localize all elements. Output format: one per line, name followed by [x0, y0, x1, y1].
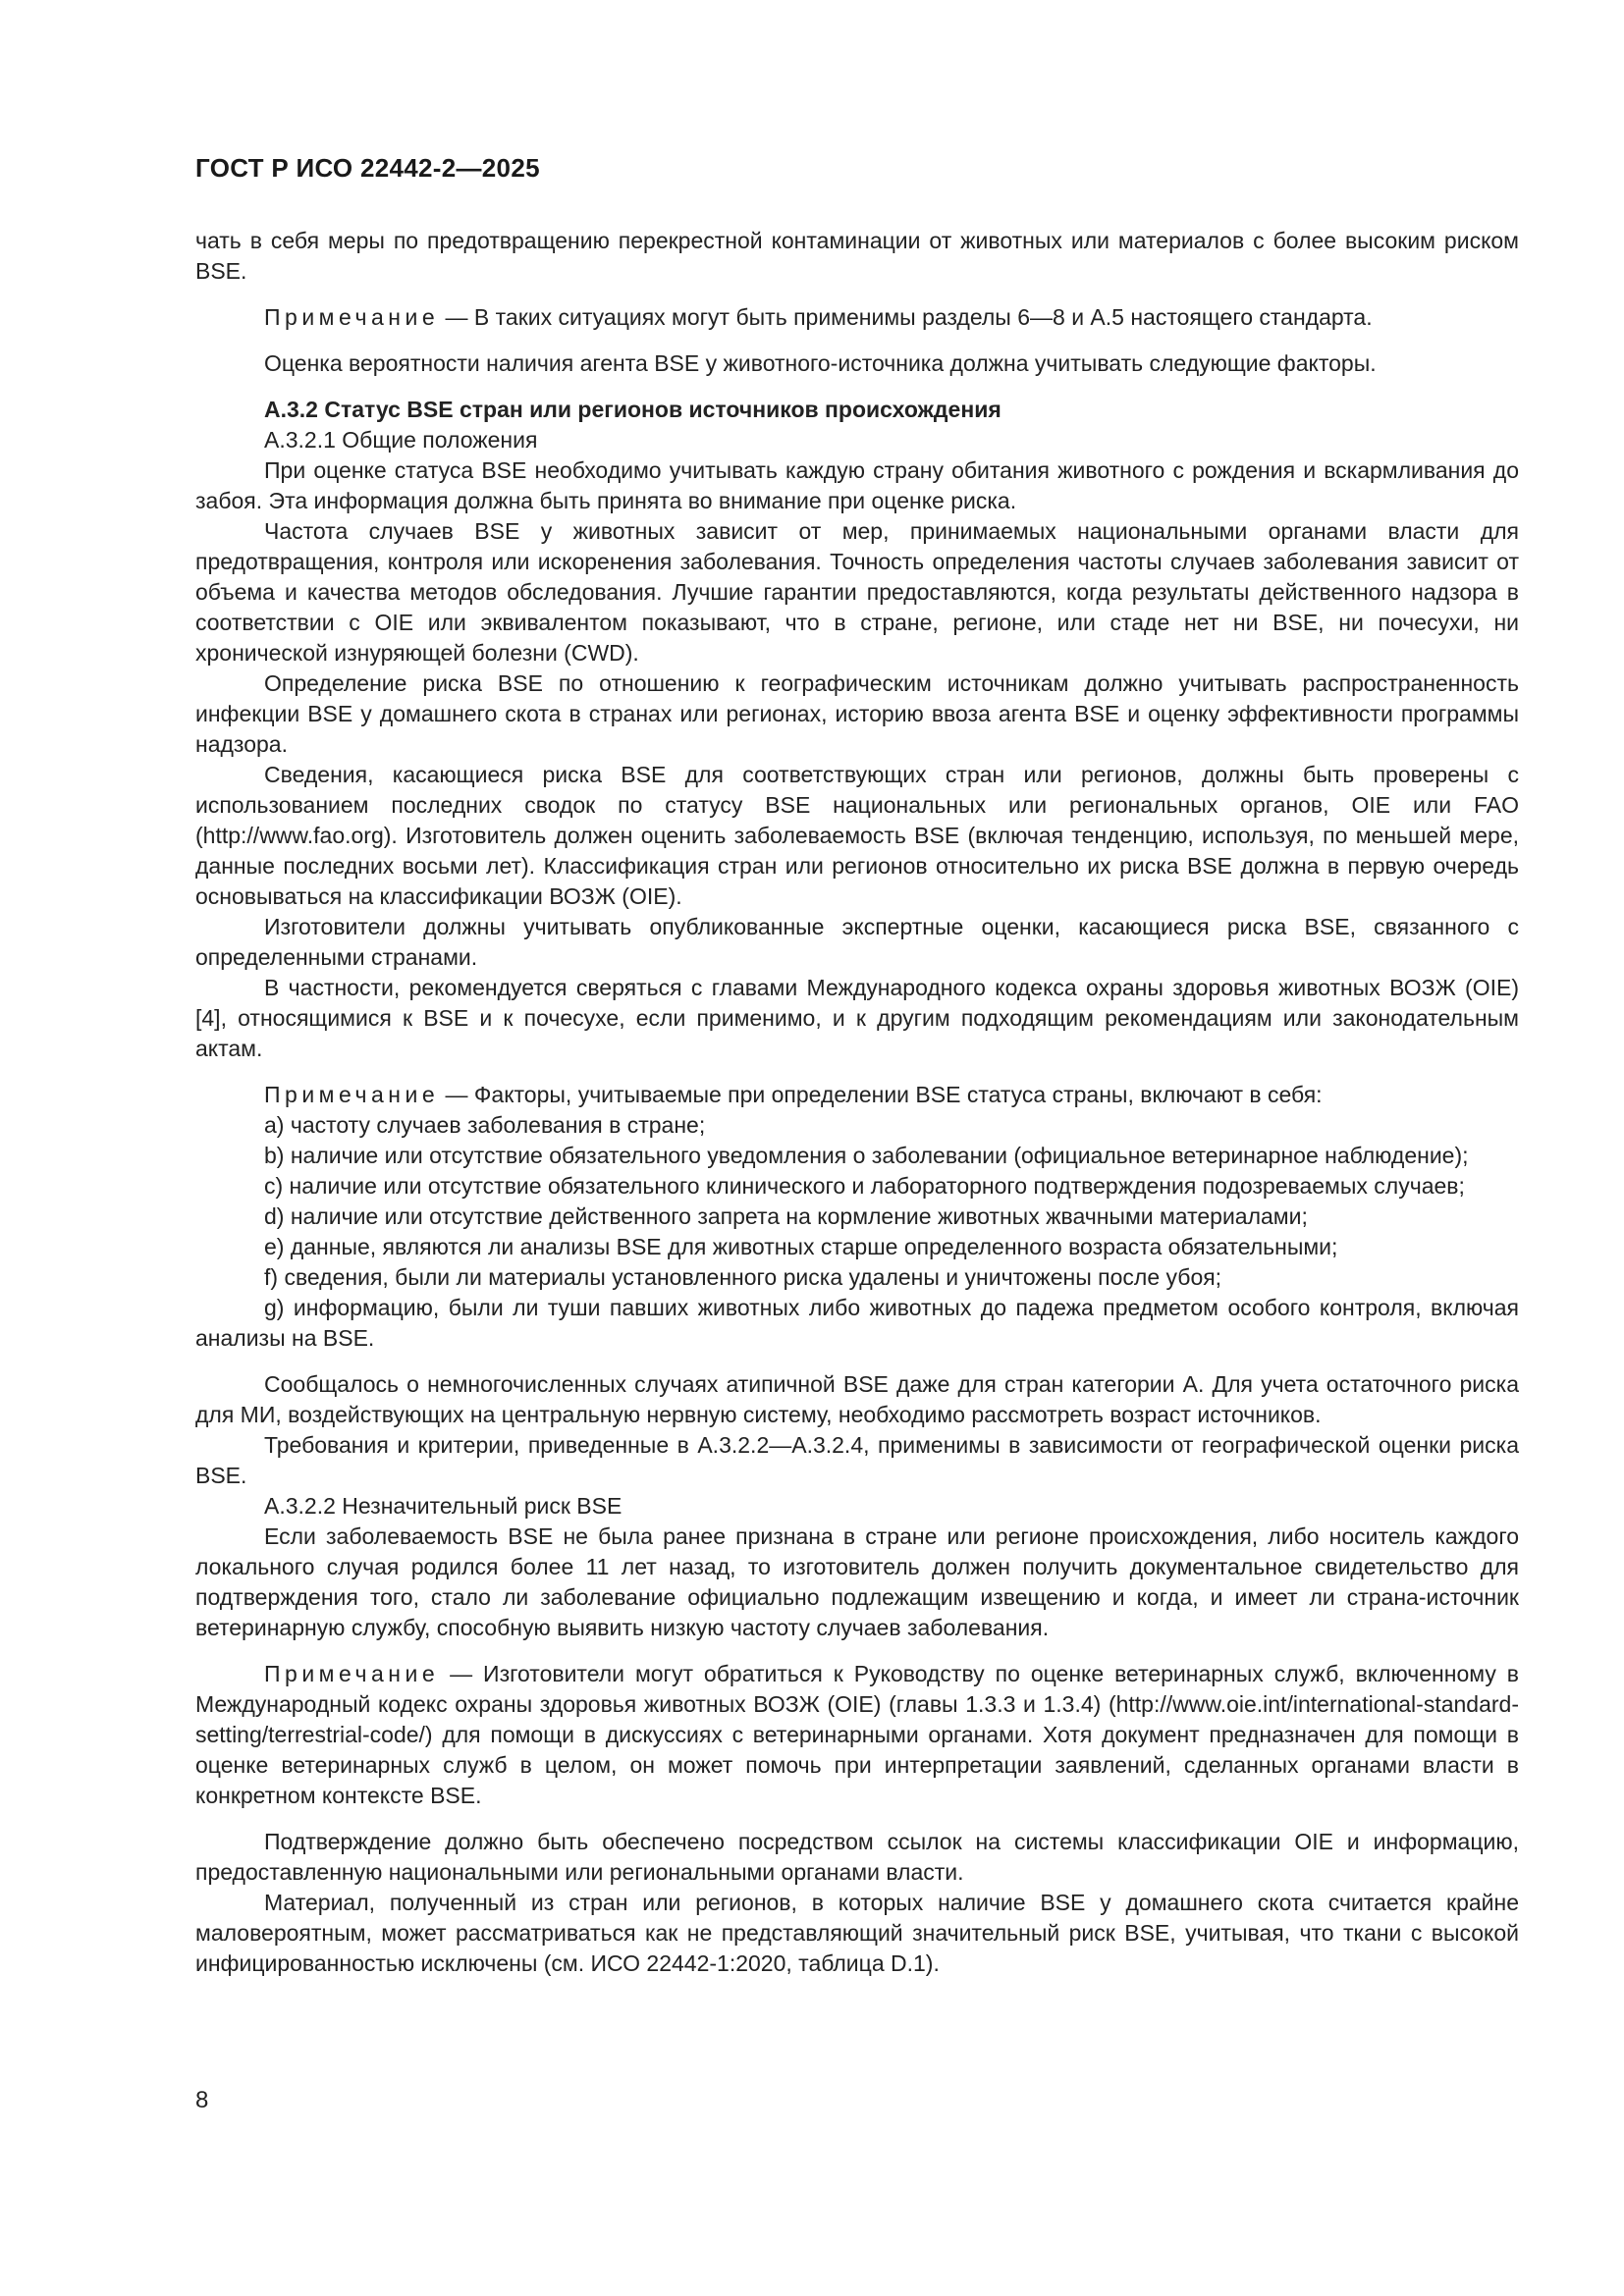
- subsection-a322-number: А.3.2.2: [264, 1493, 336, 1519]
- subsection-a322-title: Незначительный риск BSE: [342, 1493, 623, 1519]
- paragraph-a321-6: В частности, рекомендуется сверяться с главами Международного кодекса охраны здоровья животных ВОЗЖ (OIE) [4], относящимися к BSE и к почесухе, если применимо, и к другим подходящим рекомендациям или законодательным актам.: [195, 975, 1519, 1061]
- subsection-heading-a321: [195, 425, 1519, 455]
- paragraph-a321-2: Частота случаев BSE у животных зависит от мер, принимаемых национальными органами власти для предотвращения, контроля или искоренения заболевания. Точность определения частоты случаев заболевания зависит от объема и качества методов обследования. Лучшие гарантии предоставляются, когда результаты действенного надзора в соответствии с OIE или эквивалентом показывают, что в стране, регионе, или стаде нет ни BSE, ни почесухи, ни хронической изнуряющей болезни (CWD).: [195, 518, 1519, 666]
- list-item: f) сведения, были ли материалы установленного риска удалены и уничтожены после убоя;: [264, 1264, 1222, 1290]
- paragraph-material: Материал, полученный из стран или регионов, в которых наличие BSE у домашнего скота считается крайне маловероятным, может рассматриваться как не представляющий значительный риск BSE, учитывая, что ткани с высокой инфицированностью исключены (см. ИСО 22442-1:2020, таблица D.1).: [195, 1890, 1519, 1976]
- list-item: d) наличие или отсутствие действенного запрета на кормление животных жвачными материалами;: [264, 1203, 1308, 1229]
- paragraph-continuation: чать в себя меры по предотвращению перекрестной контаминации от животных или материалов с более высоким риском BSE.: [195, 228, 1519, 284]
- note-1: [195, 302, 1519, 333]
- note-2-dash: —: [439, 1082, 474, 1107]
- paragraph-a321-1: При оценке статуса BSE необходимо учитывать каждую страну обитания животного с рождения и вскармливания до забоя. Эта информация должна быть принята во внимание при оценке риска.: [195, 457, 1519, 513]
- paragraph-requirements: Требования и критерии, приведенные в А.3.2.2—А.3.2.4, применимы в зависимости от географической оценки риска BSE.: [195, 1432, 1519, 1488]
- section-a32-title: Статус BSE стран или регионов источников происхождения: [324, 397, 1001, 422]
- list-item: a) частоту случаев заболевания в стране;: [264, 1112, 706, 1138]
- subsection-a321-number: А.3.2.1: [264, 427, 336, 453]
- list-item: g) информацию, были ли туши павших животных либо животных до падежа предметом особого контроля, включая анализы на BSE.: [195, 1295, 1519, 1351]
- paragraph-a322-1: Если заболеваемость BSE не была ранее признана в стране или регионе происхождения, либо носитель каждого локального случая родился более 11 лет назад, то изготовитель должен получить документальное свидетельство для подтверждения того, стало ли заболевание официально подлежащим извещению и когда, и имеет ли страна-источник ветеринарную службу, способную выявить низкую частоту случаев заболевания.: [195, 1523, 1519, 1640]
- subsection-heading-a322: [195, 1491, 1519, 1522]
- section-a32-number: А.3.2: [264, 397, 318, 422]
- section-heading-a32: [195, 395, 1519, 425]
- list-item: b) наличие или отсутствие обязательного уведомления о заболевании (официальное ветеринарное наблюдение);: [264, 1143, 1469, 1168]
- page-number: 8: [195, 2087, 209, 2113]
- note-1-text: В таких ситуациях могут быть применимы разделы 6—8 и А.5 настоящего стандарта.: [473, 304, 1373, 330]
- note-2: [195, 1080, 1519, 1110]
- subsection-a321-title: Общие положения: [342, 427, 538, 453]
- note-1-label: Примечание: [264, 304, 440, 330]
- paragraph-confirmation: Подтверждение должно быть обеспечено посредством ссылок на системы классификации OIE и информацию, предоставленную национальными или региональными органами власти.: [195, 1829, 1519, 1885]
- note-3-text: Изготовители могут обратиться к Руководству по оценке ветеринарных служб, включенному в Международный кодекс охраны здоровья животных ВОЗЖ (OIE) (главы 1.3.3 и 1.3.4) (http://www.oie.int/international-standard-setting/terrestrial-code/) для помощи в дискуссиях с ветеринарными органами. Хотя документ предназначен для помощи в оценке ветеринарных служб в целом, он может помочь при интерпретации заявлений, сделанных органами власти в конкретном контексте BSE.: [195, 1661, 1519, 1808]
- paragraph-a321-3: Определение риска BSE по отношению к географическим источникам должно учитывать распространенность инфекции BSE у домашнего скота в странах или регионах, историю ввоза агента BSE и оценку эффективности программы надзора.: [195, 670, 1519, 757]
- factors-list: [195, 1110, 1519, 1354]
- note-3: [195, 1659, 1519, 1811]
- list-item: c) наличие или отсутствие обязательного клинического и лабораторного подтверждения подозреваемых случаев;: [264, 1173, 1465, 1199]
- note-2-text: Факторы, учитываемые при определении BSE статуса страны, включают в себя:: [473, 1082, 1323, 1107]
- note-2-label: Примечание: [264, 1082, 440, 1107]
- paragraph-a321-5: Изготовители должны учитывать опубликованные экспертные оценки, касающиеся риска BSE, связанного с определенными странами.: [195, 914, 1519, 970]
- paragraph-a321-4: Сведения, касающиеся риска BSE для соответствующих стран или регионов, должны быть проверены с использованием последних сводок по статусу BSE национальных или региональных органов, OIE или FAO (http://www.fao.org). Изготовитель должен оценить заболеваемость BSE (включая тенденцию, используя, по меньшей мере, данные последних восьми лет). Классификация стран или регионов относительно их риска BSE должна в первую очередь основываться на классификации ВОЗЖ (OIE).: [195, 762, 1519, 909]
- page-content: [195, 226, 1519, 1979]
- note-3-label: Примечание: [264, 1661, 440, 1686]
- list-item: e) данные, являются ли анализы BSE для животных старше определенного возраста обязательными;: [264, 1234, 1338, 1259]
- document-header: ГОСТ Р ИСО 22442-2—2025: [195, 153, 540, 183]
- note-3-dash: —: [439, 1661, 484, 1686]
- note-1-dash: —: [439, 304, 474, 330]
- paragraph-probability: Оценка вероятности наличия агента BSE у животного-источника должна учитывать следующие факторы.: [264, 350, 1377, 376]
- paragraph-atypical: Сообщалось о немногочисленных случаях атипичной BSE даже для стран категории А. Для учета остаточного риска для МИ, воздействующих на центральную нервную систему, необходимо рассмотреть возраст источников.: [195, 1371, 1519, 1427]
